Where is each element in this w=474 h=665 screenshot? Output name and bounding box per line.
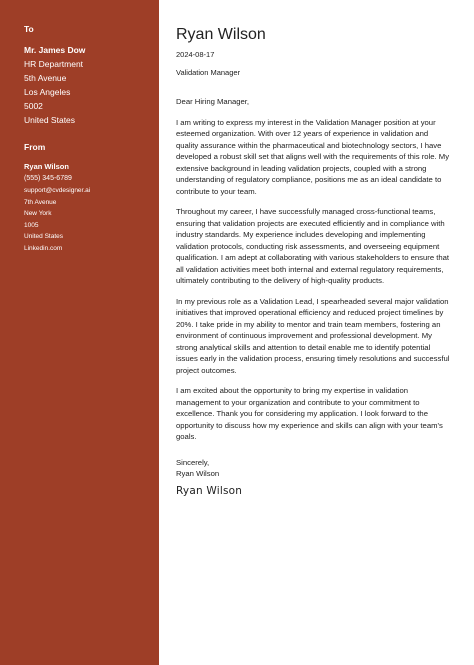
paragraph-1: I am writing to express my interest in the Validation Manager position at your esteemed organization. With over 12 years of experience in validation and quality assurance within the pharmaceutical and biotechnology sectors, I have developed a robust skill set that aligns well with the requirements of this role. My extensive background in leading validation projects, coupled with a strong understanding of regulatory compliance, positions me as an ideal candidate to contribute to your team. (176, 117, 450, 196)
recipient-department: HR Department (24, 59, 84, 69)
signature: Ryan Wilson (176, 484, 243, 497)
recipient-country: United States (24, 115, 76, 125)
to-heading: To (24, 24, 34, 34)
sender-zip: 1005 (24, 221, 39, 229)
recipient-zip: 5002 (24, 101, 43, 111)
letter-date: 2024-08-17 (176, 50, 215, 59)
sender-city: New York (24, 210, 52, 218)
paragraph-4: I am excited about the opportunity to bring my expertise in validation management to your organization and contribute to your commitment to excellence. Thank you for considering my application. I look forward to the opportunity to discuss how my experience and skills can align with your team's goals. (176, 386, 443, 441)
sender-street: 7th Avenue (24, 198, 57, 206)
paragraph-3: In my previous role as a Validation Lead, I spearheaded several major validation initiatives that improved operational efficiency and reduced project timelines by 20%. I take pride in my ability to mentor and train team members, fostering an environment of continuous improvement and professional development. My strong analytical skills and attention to detail enable me to identify potential issues early in the validation process, ensuring timely resolutions and successful project outcomes. (176, 296, 450, 375)
from-heading: From (24, 142, 46, 152)
sender-email: support@cvdesigner.ai (24, 187, 91, 194)
recipient-street: 5th Avenue (24, 73, 67, 83)
sender-country: United States (24, 233, 64, 241)
closing: Sincerely, (176, 457, 210, 467)
recipient-name: Mr. James Dow (24, 45, 86, 55)
sender-phone: (555) 345-6789 (24, 175, 72, 182)
sender-name: Ryan Wilson (24, 162, 69, 171)
job-title: Validation Manager (176, 68, 241, 77)
sidebar (0, 0, 159, 665)
applicant-name: Ryan Wilson (176, 26, 266, 43)
sender-linkedin: Linkedin.com (24, 244, 63, 252)
closing-name: Ryan Wilson (176, 469, 220, 478)
salutation: Dear Hiring Manager, (176, 97, 250, 106)
letter-body (176, 25, 452, 497)
paragraph-2: Throughout my career, I have successfully managed cross-functional teams, ensuring that validation projects are executed efficiently and in compliance with industry standards. My experience includes developing and implementing validation protocols, conducting risk assessments, and overseeing equipment qualification. I am adept at collaborating with various stakeholders to ensure that all validation activities meet both internal and external regulatory requirements, ultimately contributing to the delivery of high-quality products. (176, 207, 450, 285)
recipient-city: Los Angeles (24, 87, 71, 97)
